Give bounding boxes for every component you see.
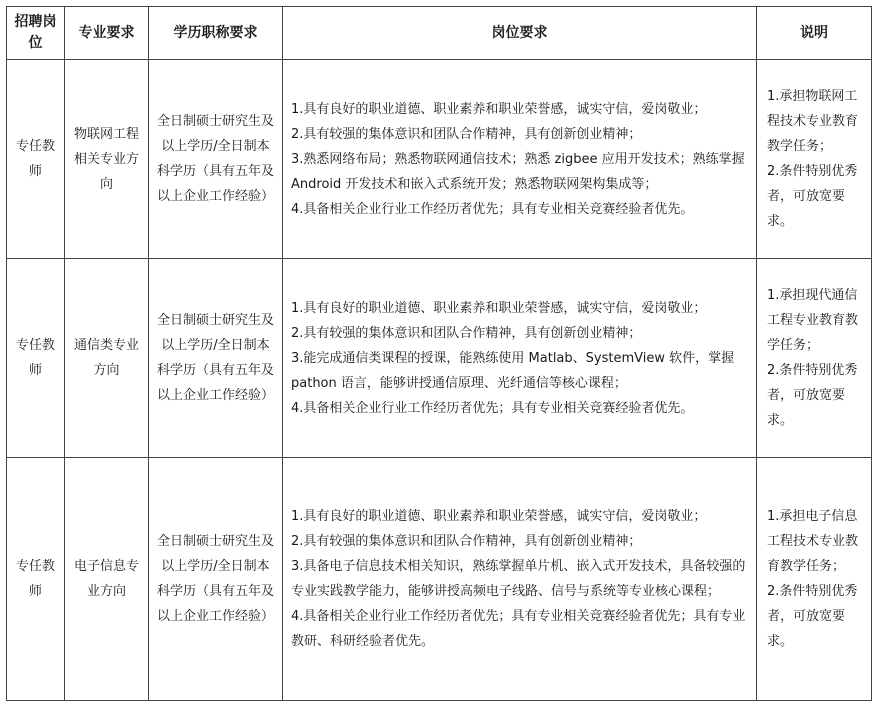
note-item: 2.条件特别优秀者，可放宽要求。 (767, 584, 858, 649)
note-item: 2.条件特别优秀者，可放宽要求。 (767, 363, 858, 428)
major-cell: 电子信息专业方向 (65, 458, 149, 701)
requirements-cell (283, 259, 757, 458)
requirements-cell (283, 458, 757, 701)
table-row (7, 458, 872, 701)
header-notes: 说明 (757, 7, 872, 60)
note-item: 1.承担现代通信工程专业教育教学任务； (767, 288, 859, 353)
post-cell: 专任教师 (7, 259, 65, 458)
degree-cell: 全日制硕士研究生及以上学历/全日制本科学历（具有五年及以上企业工作经验） (149, 259, 283, 458)
requirement-item: 4.具备相关企业行业工作经历者优先；具有专业相关竞赛经验者优先；具有专业教研、科研经验者优先。 (291, 609, 746, 649)
degree-cell: 全日制硕士研究生及以上学历/全日制本科学历（具有五年及以上企业工作经验） (149, 458, 283, 701)
table-row (7, 60, 872, 259)
notes-cell (757, 458, 872, 701)
requirement-item: 1.具有良好的职业道德、职业素养和职业荣誉感，诚实守信，爱岗敬业； (291, 509, 707, 524)
degree-cell: 全日制硕士研究生及以上学历/全日制本科学历（具有五年及以上企业工作经验） (149, 60, 283, 259)
notes-cell (757, 259, 872, 458)
requirement-item: 1.具有良好的职业道德、职业素养和职业荣誉感，诚实守信，爱岗敬业； (291, 101, 707, 117)
header-requirements: 岗位要求 (283, 7, 757, 60)
table-header-row (7, 7, 872, 60)
requirement-item: 4.具备相关企业行业工作经历者优先；具有专业相关竞赛经验者优先。 (291, 201, 694, 217)
major-cell: 通信类专业方向 (65, 259, 149, 458)
requirements-cell (283, 60, 757, 259)
requirement-item: 3.能完成通信类课程的授课，能熟练使用 Matlab、SystemView 软件，掌握 pathon 语言，能够讲授通信原理、光纤通信等核心课程； (291, 350, 735, 391)
requirement-item: 2.具有较强的集体意识和团队合作精神，具有创新创业精神； (291, 534, 642, 549)
notes-cell (757, 60, 872, 259)
note-item: 1.承担物联网工程技术专业教育教学任务； (767, 89, 859, 154)
table-row (7, 259, 872, 458)
requirement-item: 2.具有较强的集体意识和团队合作精神，具有创新创业精神； (291, 126, 642, 142)
note-item: 2.条件特别优秀者，可放宽要求。 (767, 164, 858, 229)
requirement-item: 3.具备电子信息技术相关知识，熟练掌握单片机、嵌入式开发技术，具备较强的专业实践教学能力，能够讲授高频电子线路、信号与系统等专业核心课程； (291, 559, 746, 599)
requirement-item: 1.具有良好的职业道德、职业素养和职业荣誉感，诚实守信，爱岗敬业； (291, 300, 707, 316)
recruitment-table (6, 6, 872, 701)
header-post: 招聘岗位 (7, 7, 65, 60)
requirement-item: 3.熟悉网络布局；熟悉物联网通信技术；熟悉 zigbee 应用开发技术；熟练掌握 Android 开发技术和嵌入式系统开发；熟悉物联网架构集成等； (291, 151, 745, 192)
post-cell: 专任教师 (7, 458, 65, 701)
requirement-item: 2.具有较强的集体意识和团队合作精神，具有创新创业精神； (291, 325, 642, 341)
requirement-item: 4.具备相关企业行业工作经历者优先；具有专业相关竞赛经验者优先。 (291, 400, 694, 416)
major-cell: 物联网工程相关专业方向 (65, 60, 149, 259)
header-degree: 学历职称要求 (149, 7, 283, 60)
post-cell: 专任教师 (7, 60, 65, 259)
note-item: 1.承担电子信息工程技术专业教育教学任务； (767, 509, 859, 574)
header-major: 专业要求 (65, 7, 149, 60)
